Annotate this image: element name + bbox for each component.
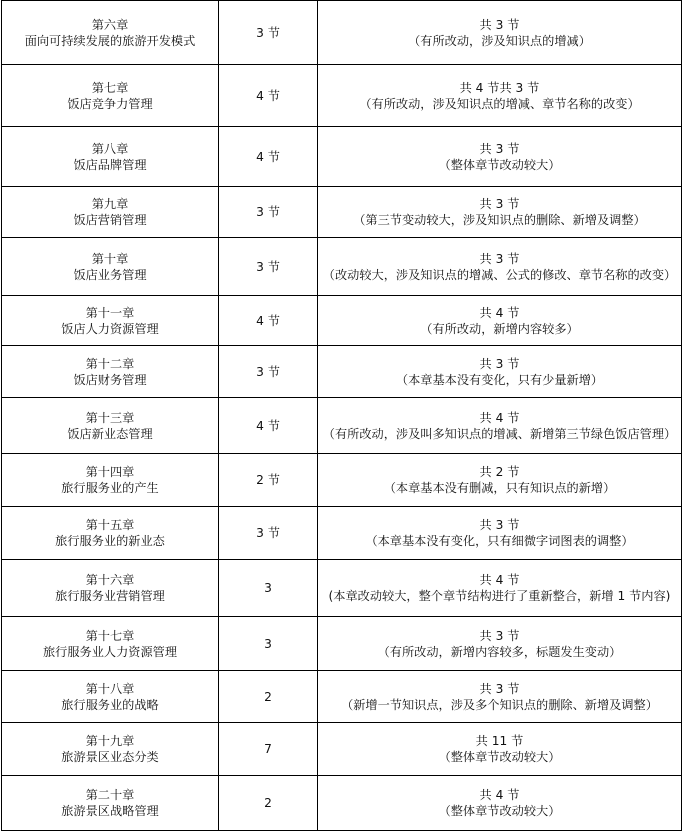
change-note-cell (318, 398, 682, 454)
chapter-cell (2, 65, 219, 127)
chapter-number: 第二十章 (85, 788, 135, 802)
change-note: （有所改动，新增内容较多，标题发生变动） (377, 644, 622, 659)
chapter-title: 饭店新业态管理 (67, 426, 153, 441)
change-note-cell (318, 346, 682, 398)
chapter-cell (2, 238, 219, 296)
section-count-cell: 2 节 (219, 454, 318, 507)
chapter-number: 第七章 (91, 80, 129, 95)
table-row (2, 723, 682, 776)
chapter-cell (2, 1, 219, 65)
total-sections: 共 4 节 (479, 788, 520, 802)
change-note: （本章基本没有删减，只有知识点的新增） (383, 481, 616, 495)
change-note: （整体章节改动较大） (438, 750, 561, 764)
chapter-number: 第十三章 (85, 410, 135, 425)
total-sections: 共 3 节 (479, 251, 520, 266)
chapter-number: 第十九章 (85, 734, 135, 748)
section-count-cell: 4 节 (219, 127, 318, 187)
chapter-cell (2, 507, 219, 560)
change-note-cell (318, 65, 682, 127)
table-row (2, 398, 682, 454)
table-row (2, 65, 682, 127)
total-sections: 共 11 节 (475, 734, 524, 748)
chapter-number: 第十八章 (85, 681, 135, 696)
chapter-number: 第六章 (91, 17, 129, 32)
chapter-number: 第八章 (91, 141, 129, 156)
section-count-cell: 3 节 (219, 187, 318, 238)
chapter-cell (2, 776, 219, 831)
chapter-cell (2, 398, 219, 454)
change-note-cell (318, 238, 682, 296)
chapter-title: 旅行服务业的新业态 (55, 534, 165, 548)
total-sections: 共 3 节 (479, 628, 520, 643)
change-note: （新增一节知识点，涉及多个知识点的删除、新增及调整） (341, 697, 658, 712)
table-row (2, 296, 682, 346)
table-row (2, 346, 682, 398)
change-note-cell (318, 187, 682, 238)
change-note: （第三节变动较大，涉及知识点的删除、新增及调整） (353, 213, 646, 227)
chapter-changes-table (1, 0, 682, 831)
section-count-cell: 4 节 (219, 398, 318, 454)
table-row (2, 671, 682, 723)
chapter-number: 第十六章 (85, 573, 135, 587)
chapter-number: 第十章 (91, 251, 129, 266)
change-note-cell (318, 507, 682, 560)
table-row (2, 127, 682, 187)
change-note-cell (318, 776, 682, 831)
section-count-cell: 2 (219, 671, 318, 723)
chapter-cell (2, 560, 219, 617)
section-count-cell: 3 节 (219, 238, 318, 296)
chapter-cell (2, 127, 219, 187)
chapter-cell (2, 187, 219, 238)
section-count-cell: 4 节 (219, 296, 318, 346)
chapter-title: 面向可持续发展的旅游开发模式 (24, 33, 196, 48)
total-sections: 共 3 节 (479, 141, 520, 156)
change-note: （本章基本没有变化，只有细微字词图表的调整） (365, 534, 634, 548)
change-note: (本章改动较大，整个章节结构进行了重新整合，新增 1 节内容) (328, 589, 671, 603)
chapter-title: 旅行服务业营销管理 (55, 589, 165, 603)
change-note-cell (318, 1, 682, 65)
chapter-title: 旅行服务业的产生 (61, 481, 159, 495)
chapter-number: 第十五章 (85, 518, 135, 532)
chapter-number: 第十一章 (85, 305, 135, 320)
chapter-title: 饭店营销管理 (73, 213, 147, 227)
chapter-title: 旅行服务业的战略 (61, 697, 159, 712)
table-row (2, 776, 682, 831)
total-sections: 共 3 节 (479, 681, 520, 696)
section-count-cell: 3 节 (219, 507, 318, 560)
chapter-title: 旅游景区战略管理 (61, 804, 159, 818)
change-note-cell (318, 671, 682, 723)
chapter-cell (2, 296, 219, 346)
change-note: （有所改动，涉及叫多知识点的增减、新增第三节绿色饭店管理） (322, 426, 677, 441)
table-row (2, 187, 682, 238)
section-count-cell: 3 节 (219, 346, 318, 398)
change-note-cell (318, 296, 682, 346)
chapter-title: 饭店财务管理 (73, 372, 147, 387)
total-sections: 共 4 节 (479, 573, 520, 587)
chapter-number: 第十七章 (85, 628, 135, 643)
chapter-number: 第十二章 (85, 356, 135, 371)
chapter-cell (2, 723, 219, 776)
chapter-number: 第十四章 (85, 465, 135, 479)
chapter-title: 旅行服务业人力资源管理 (42, 644, 178, 659)
total-sections: 共 4 节 (479, 305, 520, 320)
section-count-cell: 2 (219, 776, 318, 831)
change-note: （有所改动，新增内容较多） (420, 321, 579, 336)
change-note-cell (318, 723, 682, 776)
section-count-cell: 3 节 (219, 1, 318, 65)
table-row (2, 507, 682, 560)
chapter-title: 饭店业务管理 (73, 267, 147, 282)
chapter-cell (2, 671, 219, 723)
table-row (2, 238, 682, 296)
chapter-cell (2, 454, 219, 507)
chapter-title: 饭店人力资源管理 (61, 321, 159, 336)
section-count-cell: 7 (219, 723, 318, 776)
total-sections: 共 2 节 (479, 465, 520, 479)
change-note-cell (318, 127, 682, 187)
section-count-cell: 4 节 (219, 65, 318, 127)
chapter-cell (2, 617, 219, 671)
change-note-cell (318, 617, 682, 671)
total-sections: 共 4 节 (479, 410, 520, 425)
change-note-cell (318, 454, 682, 507)
change-note: （有所改动，涉及知识点的增减、章节名称的改变） (359, 96, 640, 111)
change-note-cell (318, 560, 682, 617)
change-note: （改动较大，涉及知识点的增减、公式的修改、章节名称的改变） (322, 267, 677, 282)
section-count-cell: 3 (219, 617, 318, 671)
table-row (2, 454, 682, 507)
chapter-title: 饭店品牌管理 (73, 157, 147, 172)
chapter-title: 饭店竞争力管理 (67, 96, 153, 111)
table-row (2, 1, 682, 65)
table-row (2, 617, 682, 671)
change-note: （整体章节改动较大） (438, 157, 561, 172)
total-sections: 共 3 节 (479, 197, 520, 211)
total-sections: 共 4 节共 3 节 (459, 80, 540, 95)
change-note: （有所改动，涉及知识点的增减） (408, 33, 591, 48)
total-sections: 共 3 节 (479, 518, 520, 532)
table-row (2, 560, 682, 617)
change-note: （本章基本没有变化，只有少量新增） (395, 372, 604, 387)
chapter-title: 旅游景区业态分类 (61, 750, 159, 764)
chapter-cell (2, 346, 219, 398)
change-note: （整体章节改动较大） (438, 804, 561, 818)
total-sections: 共 3 节 (479, 356, 520, 371)
total-sections: 共 3 节 (479, 17, 520, 32)
table-body (2, 1, 682, 831)
chapter-number: 第九章 (91, 197, 129, 211)
section-count-cell: 3 (219, 560, 318, 617)
